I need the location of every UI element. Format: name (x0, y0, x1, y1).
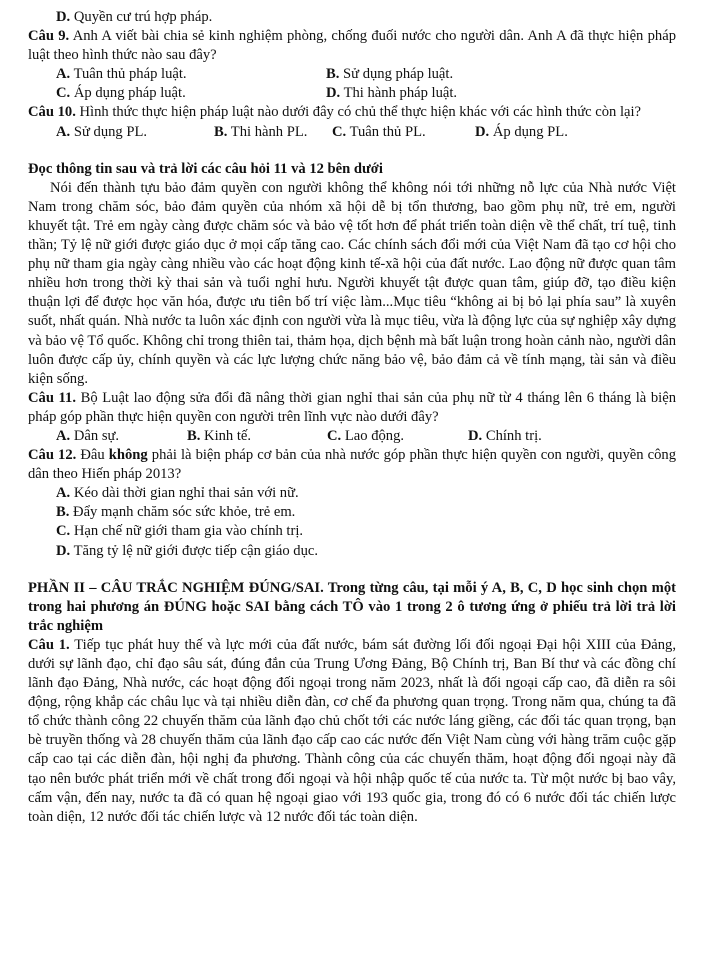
q10-option-b: B. Thi hành PL. (214, 123, 308, 140)
q10-options (28, 123, 676, 142)
question-10: Câu 10. Hình thức thực hiện pháp luật nào dưới đây có chủ thể thực hiện khác với các hình thức còn lại? (28, 104, 642, 121)
reading-heading: Đọc thông tin sau và trả lời các câu hỏi 11 và 12 bên dưới (28, 160, 383, 177)
q9-option-b: B. Sử dụng pháp luật. (326, 66, 454, 83)
q11-option-b: B. Kinh tế. (187, 427, 252, 444)
q9-option-c: C. Áp dụng pháp luật. (56, 85, 186, 102)
q9-option-a: A. Tuân thủ pháp luật. (56, 66, 187, 83)
question-11: Câu 11. Bộ Luật lao động sửa đổi đã nâng thời gian nghỉ thai sản của phụ nữ từ 4 tháng lên 6 tháng là biện pháp góp phần thực hiện quyền con người trên lĩnh vực nào dưới đây? (28, 389, 676, 425)
q11-option-a: A. Dân sự. (56, 427, 120, 444)
q10-option-c: C. Tuân thủ PL. (332, 123, 426, 140)
q12-option-a: A. Kéo dài thời gian nghỉ thai sản với nữ. (56, 485, 299, 502)
q9-options-row2 (28, 84, 676, 103)
q12-option-d: D. Tăng tỷ lệ nữ giới được tiếp cận giáo dục. (56, 542, 319, 559)
option-d-prev: D. Quyền cư trú hợp pháp. (56, 9, 213, 25)
q10-option-d: D. Áp dụng PL. (475, 123, 568, 140)
part2-heading: PHẦN II – CÂU TRẮC NGHIỆM ĐÚNG/SAI. Trong từng câu, tại mỗi ý A, B, C, D học sinh chọn một trong hai phương án ĐÚNG hoặc SAI bằng cách TÔ vào 1 trong 2 ô tương ứng ở phiếu trả lời trả lời trắc nghiệm (28, 579, 676, 634)
part2-question-1: Câu 1. Tiếp tục phát huy thế và lực mới của đất nước, bám sát đường lối đối ngoại Đại hội XIII của Đảng, dưới sự lãnh đạo, chỉ đạo sâu sát, đúng đắn của Trung Ương Đảng, Bộ Chính trị, Ban Bí thư và các đồng chí lãnh đạo Đảng, Nhà nước, các hoạt động đối ngoại trong năm 2023, nhất là đối ngoại cấp cao, đã diễn ra sôi động, rộng khắp các châu lục và tại nhiều diễn đàn, cơ chế đa phương quan trọng. Trong năm qua, chúng ta đã tổ chức thành công 22 chuyến thăm của lãnh đạo chủ chốt tới các nước láng giềng, các đối tác quan trọng, bạn bè truyền thống và 28 chuyến thăm của lãnh đạo cấp cao các nước đến Việt Nam cùng với hàng trăm cuộc gặp cấp cao tại các diễn đàn, hội nghị đa phương. Thành công của các chuyến thăm, hoạt động đối ngoại này đã tạo nên bước phát triển mới về chất trong đối ngoại và hội nhập quốc tế của nước ta. Từ một nước bị bao vây, cấm vận, đến nay, nước ta đã có quan hệ ngoại giao với 193 quốc gia, trong đó có 6 nước đối tác chiến lược toàn diện, 12 nước đối tác chiến lược và 12 nước đối tác toàn diện. (28, 636, 677, 825)
question-12: Câu 12. Đâu không phải là biện pháp cơ bản của nhà nước góp phần thực hiện quyền con người, quyền công dân theo Hiến pháp 2013? (28, 447, 676, 483)
q11-option-d: D. Chính trị. (468, 427, 542, 444)
reading-passage: Nói đến thành tựu bảo đảm quyền con người không thể không nói tới những nỗ lực của Nhà nước Việt Nam trong chăm sóc, bảo đảm quyền của nhóm xã hội dễ bị tổn thương, bao gồm phụ nữ, trẻ em, người khuyết tật. Trẻ em ngày càng được chăm sóc và bảo vệ tốt hơn để phát triển toàn diện về thể chất, trí tuệ, tinh thần; Tỷ lệ nữ giới được giáo dục ở mọi cấp tăng cao. Các chính sách đổi mới của Việt Nam đã tạo cơ hội cho phụ nữ tham gia ngày càng nhiều vào các hoạt động kinh tế-xã hội của đất nước. Lao động nữ được quan tâm nhiều hơn trong thời kỳ thai sản và tuổi nghỉ hưu. Người khuyết tật được quan tâm, giúp đỡ, tạo điều kiện thuận lợi để được học văn hóa, được ưu tiên bố trí việc làm...Mục tiêu “không ai bị bỏ lại phía sau” là xuyên suốt, nhất quán. Nhà nước ta luôn xác định con người vừa là mục tiêu, vừa là động lực của sự nghiệp xây dựng và bảo vệ Tổ quốc. Không chỉ trong thiên tai, thảm họa, dịch bệnh mà bất luận trong hoàn cảnh nào, người dân luôn được cấp ủy, chính quyền và các lực lượng chức năng bảo vệ, bảo đảm cả về tính mạng, tài sản và điều kiện sống. (28, 179, 676, 387)
q11-options (28, 427, 676, 446)
q9-option-d: D. Thi hành pháp luật. (326, 85, 458, 102)
q9-options-row1 (28, 65, 676, 84)
q12-option-c: C. Hạn chế nữ giới tham gia vào chính trị. (56, 523, 304, 540)
q11-option-c: C. Lao động. (327, 427, 405, 444)
q10-option-a: A. Sử dụng PL. (56, 123, 148, 140)
q12-option-b: B. Đẩy mạnh chăm sóc sức khỏe, trẻ em. (56, 504, 296, 521)
question-9: Câu 9. Anh A viết bài chia sẻ kinh nghiệm phòng, chống đuối nước cho người dân. Anh A đã thực hiện pháp luật theo hình thức nào sau đây? (28, 28, 677, 64)
